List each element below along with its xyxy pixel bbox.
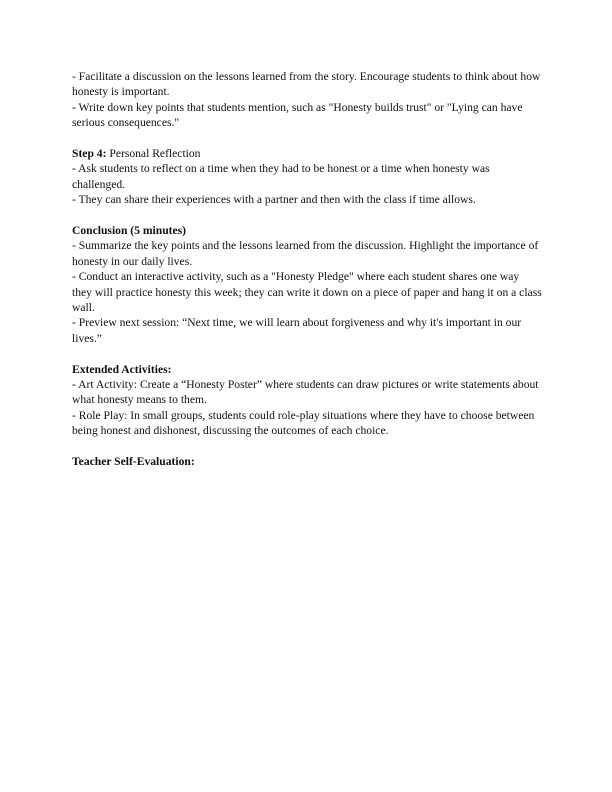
step4-title: Personal Reflection	[106, 147, 201, 161]
bullet-honesty-pledge: - Conduct an interactive activity, such as a "Honesty Pledge" where each student shares one way they will practice honesty this week; they can write it down on a piece of paper and hang it on a class wall.	[72, 270, 542, 315]
bullet-summarize: - Summarize the key points and the lessons learned from the discussion. Highlight the importance of honesty in our daily lives.	[72, 239, 539, 268]
bullet-facilitate-discussion: - Facilitate a discussion on the lessons learned from the story. Encourage students to think about how honesty is important.	[72, 70, 541, 99]
extended-activities-section	[72, 362, 542, 439]
step4-section	[72, 146, 542, 208]
extended-heading: Extended Activities:	[72, 362, 172, 376]
self-evaluation-heading: Teacher Self-Evaluation:	[72, 455, 195, 469]
bullet-write-key-points: - Write down key points that students mention, such as "Honesty builds trust" or "Lying can have serious consequences."	[72, 100, 523, 130]
conclusion-section	[72, 223, 542, 346]
document-page	[72, 69, 542, 485]
bullet-role-play: - Role Play: In small groups, students could role-play situations where they have to choose between being honest and dishonest, discussing the outcomes of each choice.	[72, 408, 535, 438]
bullet-preview-next: - Preview next session: “Next time, we will learn about forgiveness and why it's important in our lives.”	[72, 316, 522, 345]
step4-label: Step 4:	[72, 147, 107, 161]
bullet-share: - They can share their experiences with a partner and then with the class if time allows.	[72, 193, 476, 207]
bullet-art-activity: - Art Activity: Create a “Honesty Poster” where students can draw pictures or write statements about what honesty means to them.	[72, 378, 539, 407]
discussion-section	[72, 69, 542, 131]
conclusion-heading: Conclusion (5 minutes)	[72, 224, 187, 238]
step4-heading	[72, 146, 542, 161]
self-evaluation-section	[72, 454, 542, 469]
bullet-reflect: - Ask students to reflect on a time when they had to be honest or a time when honesty was challenged.	[72, 162, 490, 191]
